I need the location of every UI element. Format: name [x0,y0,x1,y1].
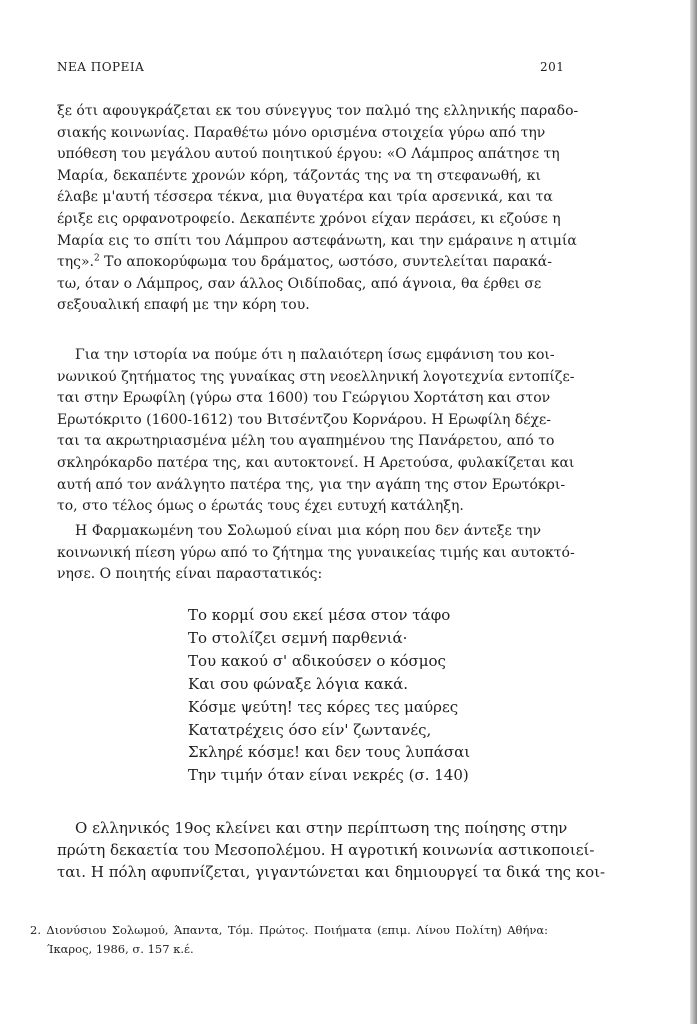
paragraph-3 [57,521,575,586]
text-line: νησε. Ο ποιητής είναι παραστατικός: [57,566,323,583]
poem-verse: Την τιμήν όταν είναι νεκρές (σ. 140) [188,766,469,785]
text-line: σκληρόκαρδο πατέρα της, και αυτοκτονεί. Η Αρετούσα, φυλακίζεται και [57,454,575,471]
poem-verse: Και σου φώναξε λόγια κακά. [188,674,408,693]
quote-continuation: Το αποκορύφωμα του δράματος, ωστόσο, συντελείται παρακά- [99,254,552,271]
paragraph-1 [57,101,579,317]
text-line: Ο ελληνικός 19ος κλείνει και στην περίπτωση της ποίησης στην [75,819,568,837]
paragraph-4 [57,817,606,883]
text-line: ται τα ακρωτηριασμένα μέλη του αγαπημένου της Πανάρετου, από το [57,433,555,450]
text-line: σεξουαλική επαφή με την κόρη του. [57,297,310,314]
text-line: έλαβε μ'αυτή τέσσερα τέκνα, μια θυγατέρα και τρία αρσενικά, και τα [57,189,553,206]
text-line: κοινωνική πίεση γύρω από το ζήτημα της γυναικείας τιμής και αυτοκτό- [57,544,575,561]
page-edge-shadow [690,0,697,1024]
poem-verse: Σκληρέ κόσμε! και δεν τους λυπάσαι [188,743,471,762]
poem-verse: Κόσμε ψεύτη! τες κόρες τες μαύρες [188,697,459,716]
text-line: Για την ιστορία να πούμε ότι η παλαιότερη ίσως εμφάνιση του κοι- [75,347,555,363]
text-line: τω, όταν ο Λάμπρος, σαν άλλος Οιδίποδας, από άγνοια, θα έρθει σε [57,275,542,292]
text-line [57,252,552,274]
text-line: υπόθεση του μεγάλου αυτού ποιητικού έργου: «Ο Λάμπρος απάτησε τη [57,146,560,163]
paragraph-2 [57,345,575,518]
footnote-ref[interactable]: 2 [94,253,100,264]
text-line: έριξε εις ορφανοτροφείο. Δεκαπέντε χρόνοι είχαν περάσει, κι εζούσε η [57,210,561,227]
text-line: Η Φαρμακωμένη του Σολωμού είναι μια κόρη που δεν άντεξε την [75,523,541,539]
poem-verse: Το στολίζει σεμνή παρθενιά· [188,628,408,647]
text-line: πρώτη δεκαετία του Μεσοπολέμου. Η αγροτική κοινωνία αστικοποιεί- [57,841,595,859]
text-line: το, στο τέλος όμως ο έρωτάς τους έχει ευτυχή κατάληξη. [57,498,464,515]
text-line: νωνικού ζητήματος της γυναίκας στη νεοελληνική λογοτεχνία εντοπίζε- [57,368,575,385]
poem-quote [188,604,508,787]
text-line: ται στην Ερωφίλη (γύρω στα 1600) του Γεώργιου Χορτάτση και στον [57,390,551,407]
poem-verse: Κατατρέχεις όσο είν' ζωντανές, [188,720,432,739]
text-line: ξε ότι αφουγκράζεται εκ του σύνεγγυς τον παλμό της ελληνικής παραδο- [57,103,579,119]
poem-verse: Του κακού σ' αδικούσεν ο κόσμος [188,651,446,670]
text-line: Μαρία, δεκαπέντε χρονών κόρη, τάζοντάς της να τη στεφανωθή, κι [57,167,541,184]
text-line: Ερωτόκριτο (1600-1612) του Βιτσέντζου Κορνάρου. Η Ερωφίλη δέχε- [57,411,552,428]
text-line: αυτή από τον ανάλγητο πατέρα της, για την αγάπη της στον Ερωτόκρι- [57,476,566,493]
quote-end: της». [57,254,94,271]
text-line: σιακής κοινωνίας. Παραθέτω μόνο ορισμένα στοιχεία γύρω από την [57,124,546,141]
footnote-line: Ίκαρος, 1986, σ. 157 κ.έ. [47,942,194,956]
text-line: ται. Η πόλη αφυπνίζεται, γιγαντώνεται και δημιουργεί τα δικά της κοι- [57,863,606,881]
poem-verse: Το κορμί σου εκεί μέσα στον τάφο [188,606,451,624]
running-title: ΝΕΑ ΠΟΡΕΙΑ [57,60,145,74]
footnote [30,921,548,959]
page-number: 201 [540,60,565,74]
text-line: Μαρία εις το σπίτι του Λάμπρου αστεφάνωτη, και την εμάραινε η ατιμία [57,232,577,249]
footnote-line: 2. Διονύσιου Σολωμού, Άπαντα, Τόμ. Πρώτος. Ποιήματα (επιμ. Λίνου Πολίτη) Αθήνα: [30,923,548,937]
